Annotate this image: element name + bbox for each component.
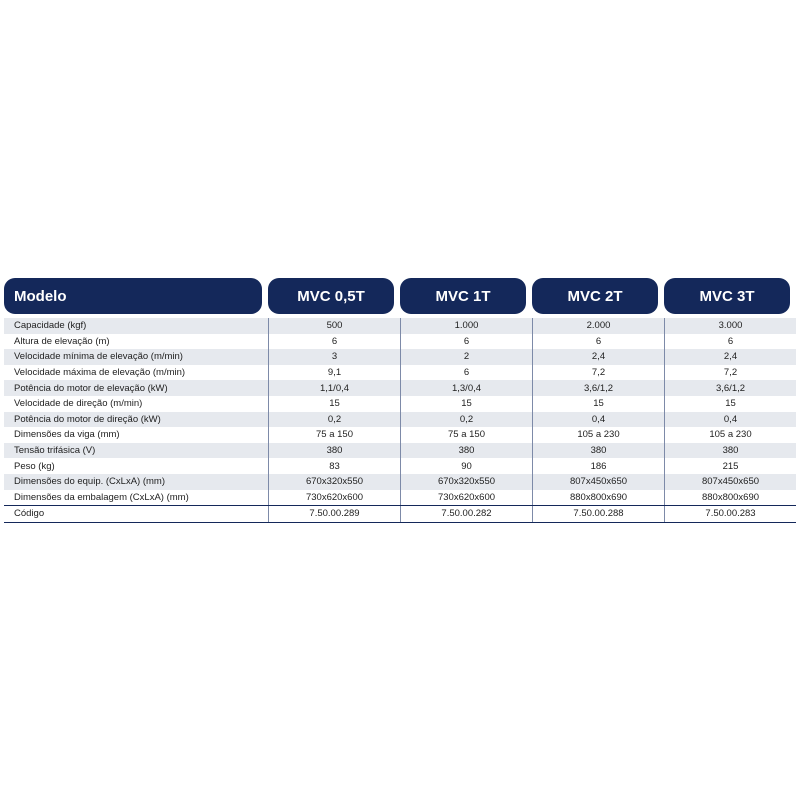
row-value: 75 a 150 [268, 427, 400, 443]
table-row [4, 334, 796, 350]
table-row [4, 396, 796, 412]
row-value: 9,1 [268, 365, 400, 381]
header-model-3: MVC 2T [532, 278, 658, 314]
row-value: 3,6/1,2 [664, 380, 796, 396]
row-label: Velocidade mínima de elevação (m/min) [14, 351, 183, 363]
table-row [4, 443, 796, 459]
header-row [4, 278, 796, 314]
row-label: Dimensões do equip. (CxLxA) (mm) [14, 476, 165, 488]
row-value: 6 [400, 334, 532, 350]
table-body [4, 318, 796, 523]
row-value: 730x620x600 [268, 490, 400, 506]
row-value: 7,2 [532, 365, 664, 381]
row-value: 0,4 [532, 412, 664, 428]
row-label: Capacidade (kgf) [14, 320, 87, 332]
row-value: 7.50.00.289 [268, 506, 400, 522]
row-value: 2.000 [532, 318, 664, 334]
table-row [4, 505, 796, 523]
row-value: 2,4 [664, 349, 796, 365]
table-row [4, 427, 796, 443]
row-value: 215 [664, 458, 796, 474]
table-row [4, 365, 796, 381]
table-row [4, 318, 796, 334]
row-value: 730x620x600 [400, 490, 532, 506]
row-value: 807x450x650 [664, 474, 796, 490]
row-value: 670x320x550 [268, 474, 400, 490]
row-value: 3,6/1,2 [532, 380, 664, 396]
row-value: 15 [532, 396, 664, 412]
row-value: 1.000 [400, 318, 532, 334]
row-value: 0,2 [400, 412, 532, 428]
row-label: Velocidade de direção (m/min) [14, 398, 143, 410]
header-model-1: MVC 0,5T [268, 278, 394, 314]
row-value: 7.50.00.288 [532, 506, 664, 522]
row-label: Potência do motor de direção (kW) [14, 413, 161, 425]
row-value: 2 [400, 349, 532, 365]
row-value: 75 a 150 [400, 427, 532, 443]
row-value: 380 [664, 443, 796, 459]
row-label: Velocidade máxima de elevação (m/min) [14, 367, 186, 379]
header-label: Modelo [4, 278, 262, 314]
table-row [4, 412, 796, 428]
table-row [4, 349, 796, 365]
row-value: 3.000 [664, 318, 796, 334]
row-value: 3 [268, 349, 400, 365]
row-value: 83 [268, 458, 400, 474]
row-value: 15 [268, 396, 400, 412]
row-label: Potência do motor de elevação (kW) [14, 382, 168, 394]
row-label: Código [14, 508, 45, 520]
row-value: 90 [400, 458, 532, 474]
row-value: 6 [532, 334, 664, 350]
row-value: 0,2 [268, 412, 400, 428]
row-label: Altura de elevação (m) [14, 335, 110, 347]
table-row [4, 474, 796, 490]
row-label: Tensão trifásica (V) [14, 445, 96, 457]
row-value: 1,1/0,4 [268, 380, 400, 396]
table-row [4, 490, 796, 506]
row-label: Dimensões da embalagem (CxLxA) (mm) [14, 491, 189, 503]
row-value: 186 [532, 458, 664, 474]
table-row [4, 458, 796, 474]
row-value: 7.50.00.282 [400, 506, 532, 522]
row-value: 380 [400, 443, 532, 459]
row-value: 380 [268, 443, 400, 459]
row-value: 380 [532, 443, 664, 459]
row-value: 7.50.00.283 [664, 506, 796, 522]
row-value: 6 [400, 365, 532, 381]
row-value: 880x800x690 [664, 490, 796, 506]
row-value: 15 [664, 396, 796, 412]
row-value: 1,3/0,4 [400, 380, 532, 396]
row-value: 500 [268, 318, 400, 334]
table-row [4, 380, 796, 396]
row-value: 15 [400, 396, 532, 412]
row-value: 6 [664, 334, 796, 350]
row-value: 807x450x650 [532, 474, 664, 490]
row-value: 7,2 [664, 365, 796, 381]
row-label: Dimensões da viga (mm) [14, 429, 120, 441]
row-value: 105 a 230 [664, 427, 796, 443]
row-value: 670x320x550 [400, 474, 532, 490]
spec-table [4, 278, 796, 523]
row-value: 6 [268, 334, 400, 350]
row-value: 0,4 [664, 412, 796, 428]
row-value: 2,4 [532, 349, 664, 365]
header-model-4: MVC 3T [664, 278, 790, 314]
row-label: Peso (kg) [14, 460, 55, 472]
row-value: 105 a 230 [532, 427, 664, 443]
row-value: 880x800x690 [532, 490, 664, 506]
header-model-2: MVC 1T [400, 278, 526, 314]
